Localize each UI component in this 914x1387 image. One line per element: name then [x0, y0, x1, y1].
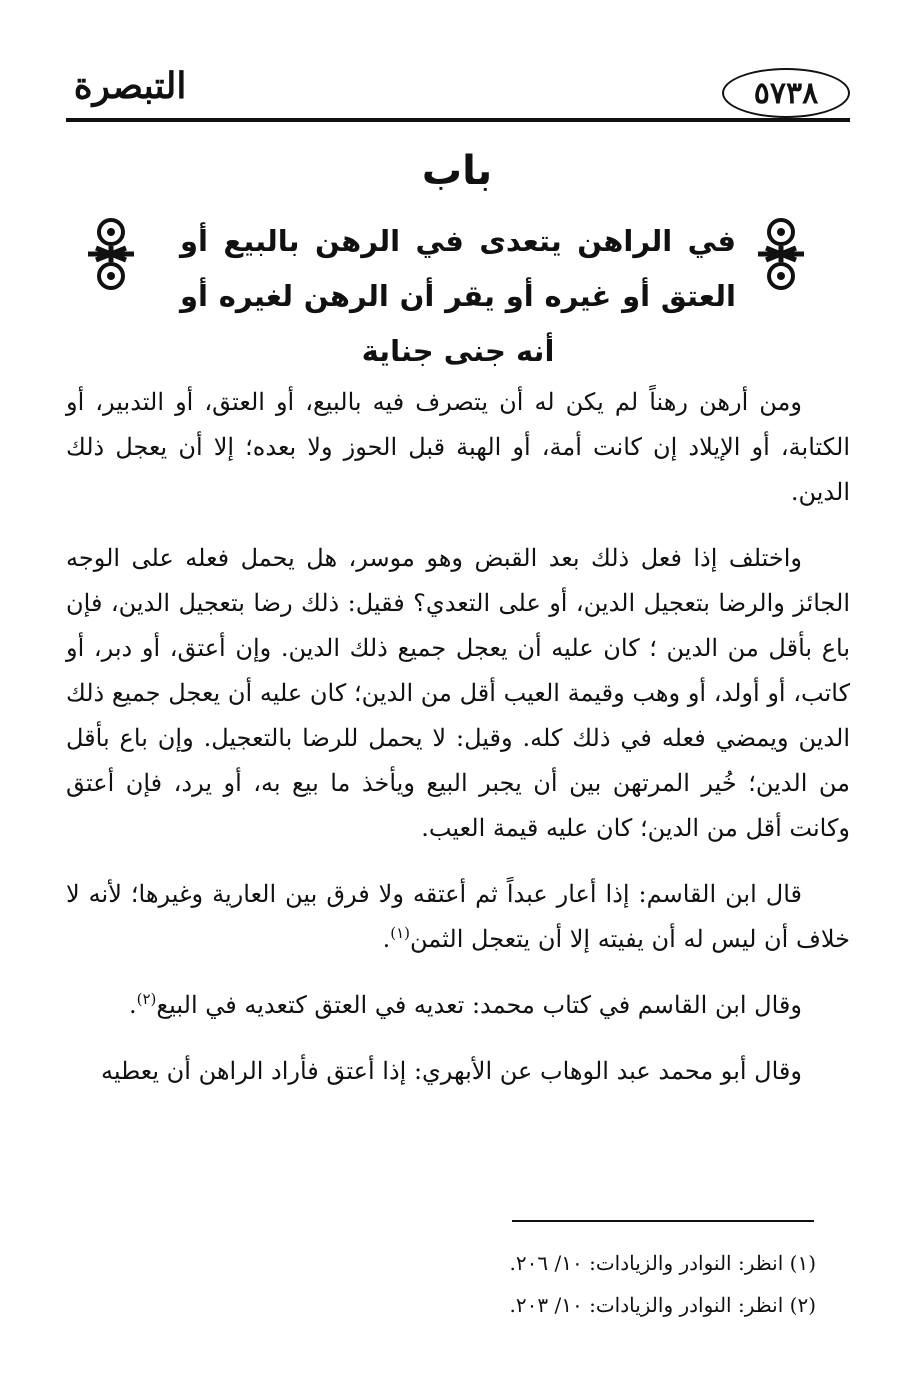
- footnote: (١) انظر: النوادر والزيادات: ١٠/ ٢٠٦.: [509, 1251, 816, 1275]
- footnote: (٢) انظر: النوادر والزيادات: ١٠/ ٢٠٣.: [509, 1293, 816, 1317]
- paragraph-text: وقال ابن القاسم في كتاب محمد: تعديه في العتق كتعديه في البيع: [156, 991, 802, 1019]
- book-title: التبصرة: [73, 65, 187, 107]
- paragraph: [66, 380, 850, 515]
- paragraph-text: وقال أبو محمد عبد الوهاب عن الأبهري: إذا أعتق فأراد الراهن أن يعطيه: [101, 1057, 802, 1085]
- footnote-marker: (٢): [136, 990, 157, 1008]
- chapter-title: في الراهن يتعدى في الرهن بالبيع أو العتق أو غيره أو يقر أن الرهن لغيره أو أنه جنى جناية: [180, 224, 736, 368]
- paragraph: قال ابن القاسم: إذا أعار عبداً ثم أعتقه ولا فرق بين العارية وغيرها؛ لأنه لا خلاف أن ليس له أن يفيته إلا أن يتعجل الثمن$^{(١)}$.: [66, 880, 850, 953]
- header-rule: [66, 118, 850, 122]
- ornament-left-icon: [82, 212, 140, 296]
- footnote-rule: [512, 1220, 814, 1222]
- ornament-right-icon: [752, 212, 810, 296]
- footnotes: [66, 1242, 816, 1326]
- paragraph: [66, 1049, 850, 1094]
- paragraph: وقال ابن القاسم في كتاب محمد: تعديه في العتق كتعديه في البيع$^{(٢)}$.: [128, 990, 802, 1019]
- chapter-word: باب: [421, 148, 493, 194]
- paragraph-text: واختلف إذا فعل ذلك بعد القبض وهو موسر، هل يحمل فعله على الوجه الجائز والرضا بتعجيل الدين، أو على التعدي؟ فقيل: ذلك رضا بتعجيل الدين، فإن باع بأقل من الدين ؛ كان عليه أن يعجل جميع ذلك الدين. وإن أعتق، أو دبر، أو كاتب، أو أولد، أو وهب وقيمة العيب أقل من الدين؛ كان عليه أن يعجل جميع ذلك الدين ويمضي فعله في ذلك كله. وقيل: لا يحمل للرضا بالتعجيل. وإن باع بأقل من الدين؛ خُير المرتهن بين أن يجبر البيع ويأخذ ما بيع به، أو يرد، فإن أعتق وكانت أقل من الدين؛ كان عليه قيمة العيب.: [66, 544, 851, 842]
- footnote-marker: (١): [390, 924, 411, 942]
- paragraph-text: ومن أرهن رهناً لم يكن له أن يتصرف فيه بالبيع، أو العتق، أو التدبير، أو الكتابة، أو الإيلاد إن كانت أمة، أو الهبة قبل الحوز ولا بعده؛ إلا أن يعجل ذلك الدين.: [66, 388, 850, 506]
- paragraph-text: قال ابن القاسم: إذا أعار عبداً ثم أعتقه ولا فرق بين العارية وغيرها؛ لأنه لا خلاف أن ليس له أن يفيته إلا أن يتعجل الثمن: [66, 880, 850, 953]
- body-text: [66, 380, 850, 1115]
- page-number: ٥٧٣٨: [722, 68, 850, 118]
- page-header: [66, 56, 850, 126]
- paragraph: [66, 536, 850, 851]
